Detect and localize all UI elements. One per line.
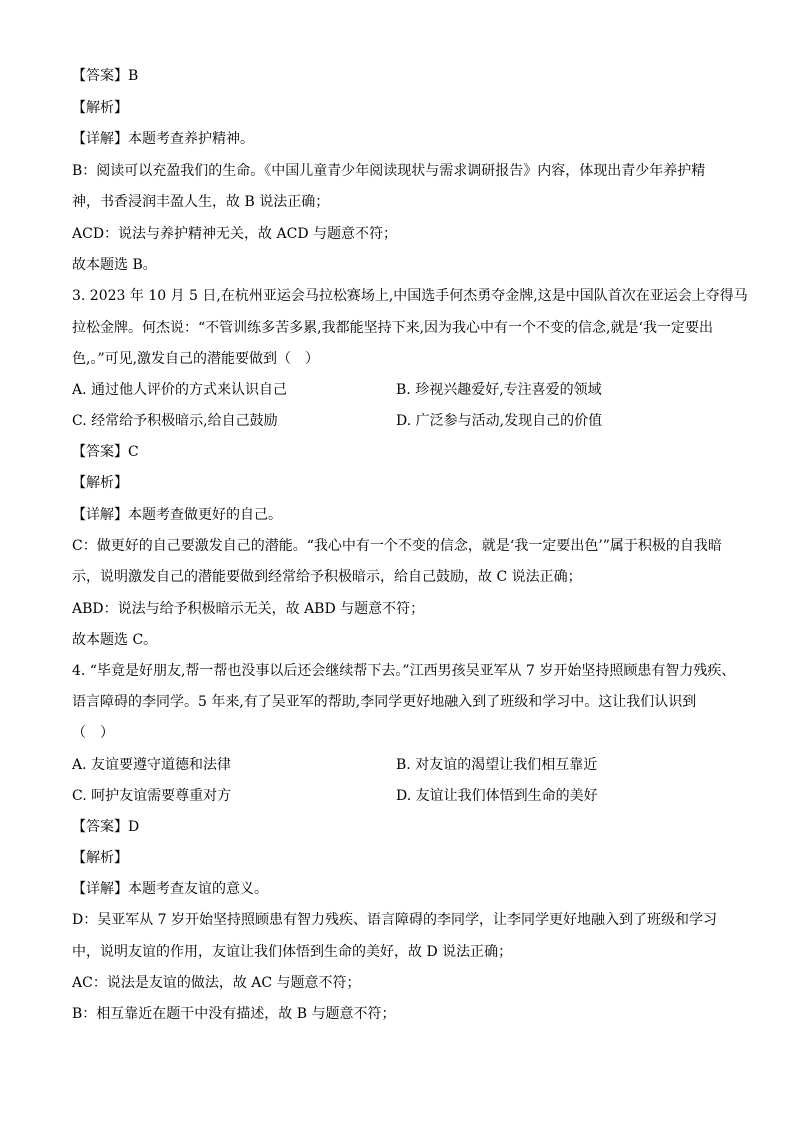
analysis-label: 【解析】 (72, 100, 128, 116)
option-d: D. 友谊让我们体悟到生命的美好 (396, 788, 598, 804)
analysis-label: 【解析】 (72, 850, 128, 866)
explanation-text: B：阅读可以充盈我们的生命。《中国儿童青少年阅读现状与需求调研报告》内容，体现出青少年养护精 (72, 163, 706, 179)
option-a: A. 友谊要遵守道德和法律 (72, 757, 232, 773)
explanation-text: D：吴亚军从 7 岁开始坚持照顾患有智力残疾、语言障碍的李同学，让李同学更好地融入到了班级和学习 (72, 912, 718, 928)
explanation-text: AC：说法是友谊的做法，故 AC 与题意不符； (72, 975, 361, 991)
question-stem: 色,。”可见,激发自己的潜能要做到（ ） (72, 351, 320, 367)
explanation-text: ACD：说法与养护精神无关，故 ACD 与题意不符； (72, 226, 397, 242)
explanation-text: 神，书香浸润丰盈人生，故 B 说法正确； (72, 194, 330, 210)
question-stem: 4. “毕竟是好朋友,帮一帮也没事以后还会继续帮下去。”江西男孩吴亚军从 7 岁开始坚持照顾患有智力残疾、 (72, 663, 736, 679)
option-b: B. 对友谊的渴望让我们相互靠近 (396, 757, 598, 773)
answer-label: 【答案】C (72, 444, 139, 460)
explanation-text: B：相互靠近在题干中没有描述，故 B 与题意不符； (72, 1006, 396, 1022)
explanation-text: C：做更好的自己要激发自己的潜能。“我心中有一个不变的信念，就是‘我一定要出色’”属于积极的自我暗 (72, 538, 722, 554)
explanation-text: 中，说明友谊的作用，友谊让我们体悟到生命的美好，故 D 说法正确； (72, 944, 513, 960)
option-a: A. 通过他人评价的方式来认识自己 (72, 382, 288, 398)
question-stem: 3. 2023 年 10 月 5 日,在杭州亚运会马拉松赛场上,中国选手何杰勇夺金牌,这是中国队首次在亚运会上夺得马 (72, 288, 748, 304)
option-c: C. 呵护友谊需要尊重对方 (72, 788, 232, 804)
question-stem: （ ） (72, 725, 114, 741)
detail-text: 【详解】本题考查做更好的自己。 (72, 507, 282, 523)
question-stem: 拉松金牌。何杰说：“不管训练多苦多累,我都能坚持下来,因为我心中有一个不变的信念,就是‘我一定要出 (72, 320, 713, 336)
question-stem: 语言障碍的李同学。5 年来,有了吴亚军的帮助,李同学更好地融入到了班级和学习中。这让我们认识到 (72, 694, 697, 710)
explanation-text: 示，说明激发自己的潜能要做到经常给予积极暗示，给自己鼓励，故 C 说法正确； (72, 569, 582, 585)
answer-label: 【答案】D (72, 819, 140, 835)
analysis-label: 【解析】 (72, 475, 128, 491)
detail-text: 【详解】本题考查养护精神。 (72, 131, 254, 147)
conclusion-text: 故本题选 B。 (72, 257, 157, 273)
detail-text: 【详解】本题考查友谊的意义。 (72, 881, 268, 897)
option-b: B. 珍视兴趣爱好,专注喜爱的领域 (396, 382, 602, 398)
conclusion-text: 故本题选 C。 (72, 632, 158, 648)
option-d: D. 广泛参与活动,发现自己的价值 (396, 413, 603, 429)
answer-label: 【答案】B (72, 68, 139, 84)
option-c: C. 经常给予积极暗示,给自己鼓励 (72, 413, 278, 429)
explanation-text: ABD：说法与给予积极暗示无关，故 ABD 与题意不符； (72, 601, 425, 617)
